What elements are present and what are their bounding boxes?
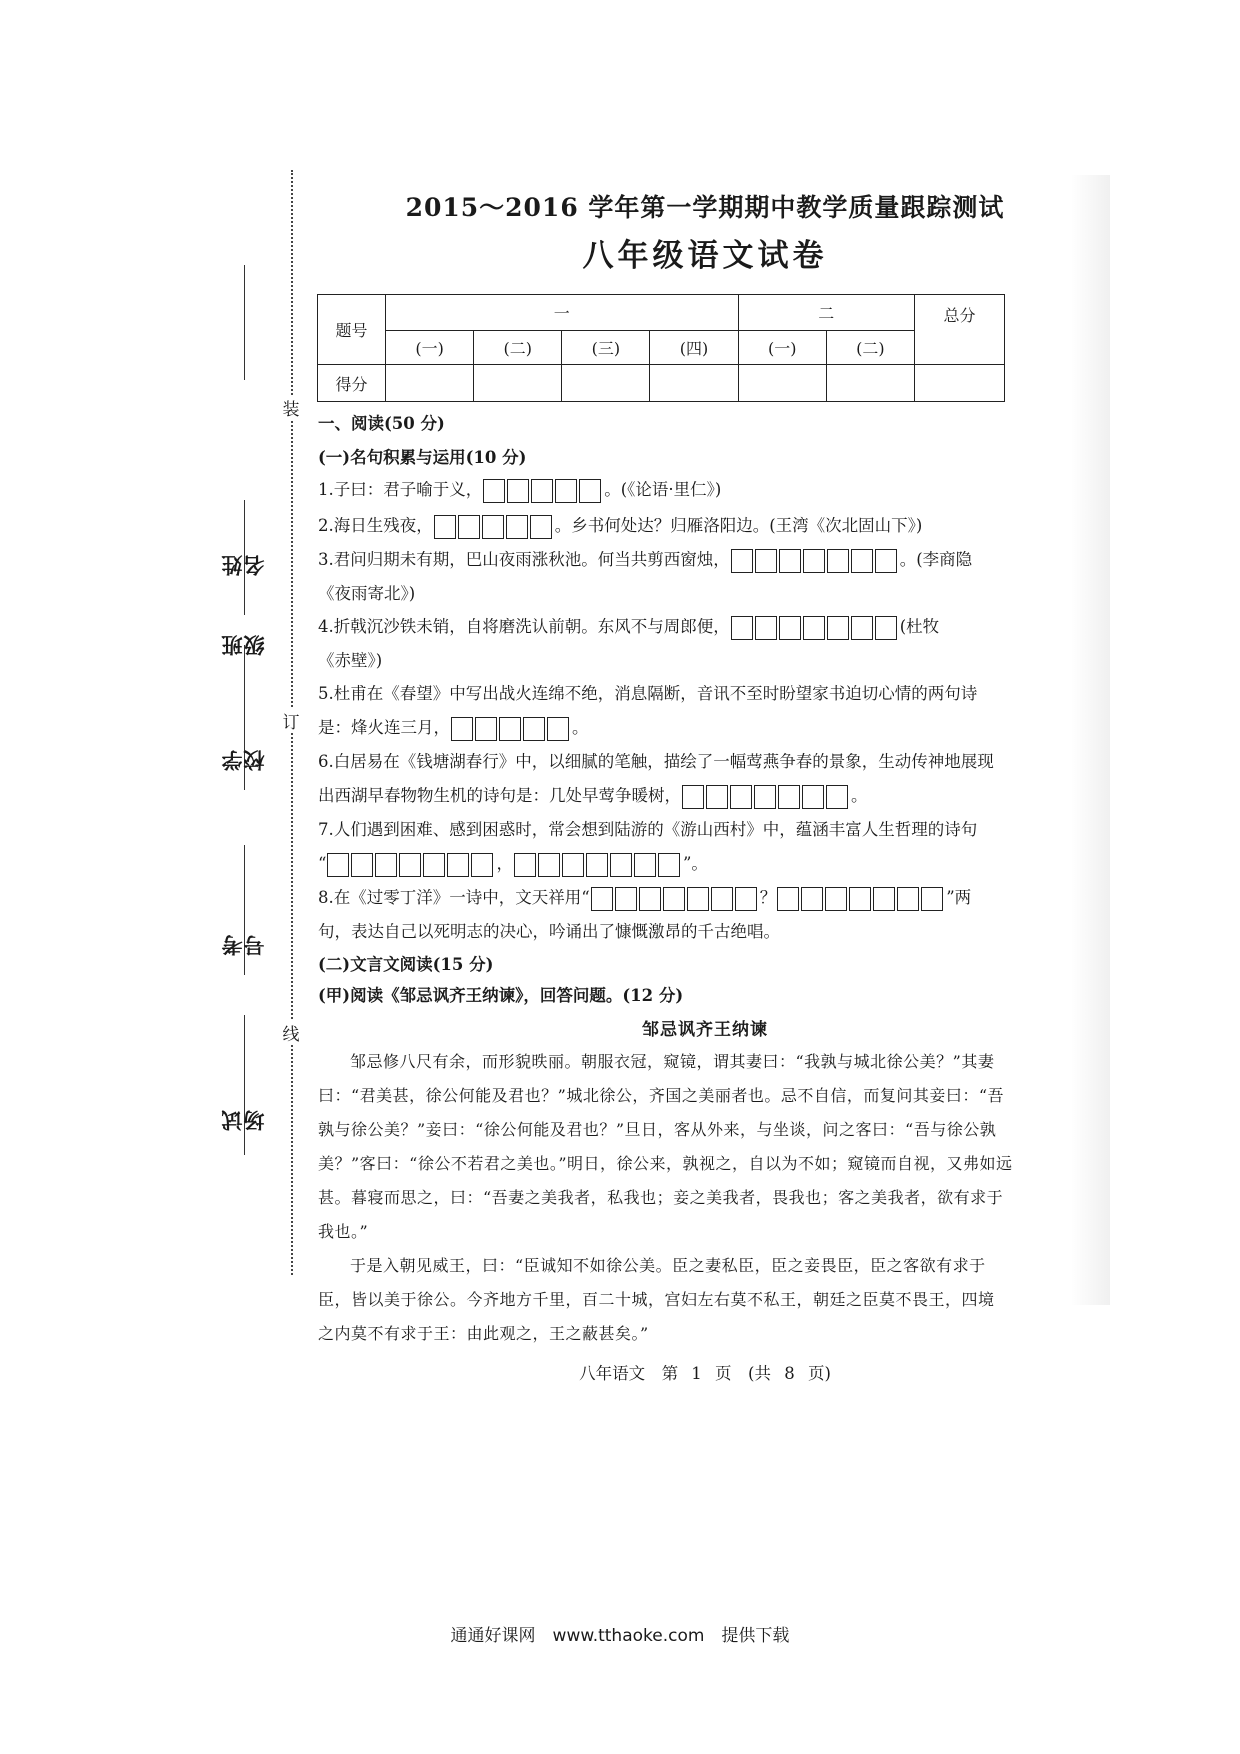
answer-boxes[interactable]: [434, 515, 554, 539]
article-line: 曰：“君美甚，徐公何能及君也？”城北徐公，齐国之美丽者也。忌不自信，而复问其妾曰：“吾: [318, 1086, 1005, 1105]
sub-header: (二): [826, 331, 914, 365]
part-heading: (一)名句积累与运用(10 分): [318, 448, 527, 467]
field-exam-room-label: 试场: [220, 1110, 267, 1131]
page-footer: 八年语文 第 1 页 (共 8 页): [579, 1364, 831, 1383]
section-heading: 一、阅读(50 分): [318, 414, 445, 433]
score-cell[interactable]: [386, 365, 474, 402]
question-3: 3.君问归期未有期，巴山夜雨涨秋池。何当共剪西窗烛， 。(李商隐: [318, 546, 972, 573]
article-line: 孰与徐公美？”妾曰：“徐公何能及君也？”旦日，客从外来，与坐谈，问之客曰：“吾与徐公孰: [318, 1120, 997, 1139]
question-6: 6.白居易在《钱塘湖春行》中，以细腻的笔触，描绘了一幅莺燕争春的景象，生动传神地展现: [318, 752, 994, 771]
article-line: 美？”客曰：“徐公不若君之美也。”明日，徐公来，孰视之，自以为不如；窥镜而自视，又弗如远: [318, 1154, 1013, 1173]
download-credit: 通通好课网 www.tthaoke.com 提供下载: [450, 1626, 790, 1646]
group-header-2: 二: [738, 295, 914, 331]
answer-boxes[interactable]: [682, 785, 850, 809]
score-cell[interactable]: [738, 365, 826, 402]
answer-boxes[interactable]: [731, 549, 899, 573]
question-5: 5.杜甫在《春望》中写出战火连绵不绝，消息隔断，音讯不至时盼望家书迫切心情的两句诗: [318, 684, 978, 703]
binding-mark-zhuang: 装: [276, 395, 306, 420]
article-line: 臣，皆以美于徐公。今齐地方千里，百二十城，宫妇左右莫不私王，朝廷之臣莫不畏王，四境: [318, 1290, 995, 1309]
field-name-label: 姓名: [220, 555, 267, 576]
answer-boxes[interactable]: [451, 717, 571, 741]
question-1: 1.子曰：君子喻于义， 。(《论语·里仁》): [318, 476, 721, 503]
score-cell[interactable]: [562, 365, 650, 402]
article-line: 于是入朝见威王，曰：“臣诚知不如徐公美。臣之妻私臣，臣之妾畏臣，臣之客欲有求于: [350, 1256, 986, 1275]
group-header-1: 一: [386, 295, 739, 331]
exam-subtitle: 八年级语文试卷: [582, 238, 828, 274]
field-class-label: 班级: [220, 635, 267, 656]
question-8: 8.在《过零丁洋》一诗中，文天祥用“ ？ ”两: [318, 884, 971, 911]
exam-title: 2015～2016 学年第一学期期中教学质量跟踪测试: [405, 193, 1005, 222]
question-3-cont: 《夜雨寄北》): [318, 584, 416, 603]
score-table: [317, 294, 1005, 402]
row-label-score: 得分: [318, 365, 386, 402]
sub-header: (三): [562, 331, 650, 365]
question-6-cont: 出西湖早春物物生机的诗句是：几处早莺争暖树， 。: [318, 782, 868, 809]
question-2: 2.海日生残夜， 。乡书何处达？归雁洛阳边。(王湾《次北固山下》): [318, 512, 922, 539]
subpart-heading: (甲)阅读《邹忌讽齐王纳谏》，回答问题。(12 分): [318, 986, 684, 1005]
question-7-cont: “ ， ”。: [318, 850, 708, 877]
binding-mark-ding: 订: [276, 708, 306, 733]
total-header: 总分: [915, 295, 1005, 365]
answer-boxes[interactable]: [327, 853, 495, 877]
score-cell-total[interactable]: [915, 365, 1005, 402]
question-7: 7.人们遇到困难、感到困惑时，常会想到陆游的《游山西村》中，蕴涵丰富人生哲理的诗句: [318, 820, 978, 839]
article-line: 我也。”: [318, 1222, 369, 1241]
part-heading: (二)文言文阅读(15 分): [318, 955, 494, 974]
article-title: 邹忌讽齐王纳谏: [642, 1020, 768, 1040]
field-exam-number-label: 考号: [220, 935, 267, 956]
answer-boxes[interactable]: [483, 479, 603, 503]
question-5-cont: 是：烽火连三月， 。: [318, 714, 589, 741]
answer-boxes[interactable]: [731, 616, 899, 640]
answer-boxes[interactable]: [514, 853, 682, 877]
row-label-question-no: 题号: [318, 295, 386, 365]
article-line: 甚。暮寝而思之，曰：“吾妻之美我者，私我也；妾之美我者，畏我也；客之美我者，欲有求于: [318, 1188, 1004, 1207]
sub-header: (一): [386, 331, 474, 365]
question-4-cont: 《赤壁》): [318, 651, 383, 670]
score-cell[interactable]: [826, 365, 914, 402]
score-cell[interactable]: [474, 365, 562, 402]
question-8-cont: 句，表达自己以死明志的决心，吟诵出了慷慨激昂的千古绝唱。: [318, 922, 780, 941]
sub-header: (二): [474, 331, 562, 365]
sub-header: (四): [650, 331, 738, 365]
score-cell[interactable]: [650, 365, 738, 402]
question-4: 4.折戟沉沙铁未销，自将磨洗认前朝。东风不与周郎便， (杜牧: [318, 613, 939, 640]
scan-edge-shadow: [1070, 175, 1110, 1305]
answer-boxes[interactable]: [591, 887, 759, 911]
sub-header: (一): [738, 331, 826, 365]
field-school-label: 学校: [220, 750, 267, 771]
binding-mark-xian: 线: [276, 1020, 306, 1045]
article-line: 邹忌修八尺有余，而形貌昳丽。朝服衣冠，窥镜，谓其妻曰：“我孰与城北徐公美？”其妻: [350, 1052, 995, 1071]
article-line: 之内莫不有求于王：由此观之，王之蔽甚矣。”: [318, 1324, 649, 1343]
answer-boxes[interactable]: [777, 887, 945, 911]
